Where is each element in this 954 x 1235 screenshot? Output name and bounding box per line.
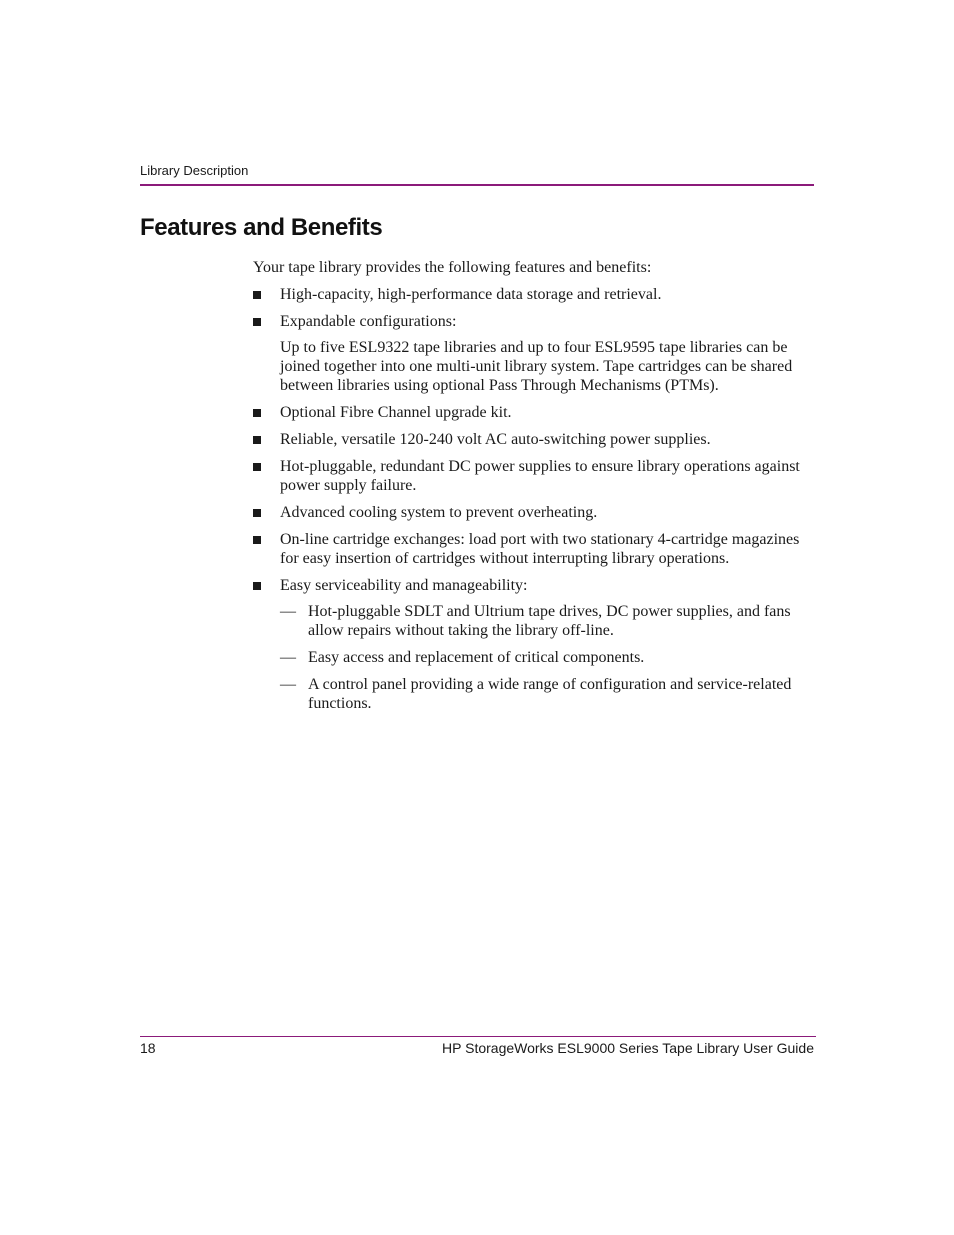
em-dash-icon: —: [280, 603, 296, 620]
list-item-detail: Up to five ESL9322 tape libraries and up to four ESL9595 tape libraries can be joined together into one multi-unit library system. Tape cartridges can be shared between libraries using optional Pass Through Mechanisms (PTMs).: [280, 339, 793, 394]
sub-list-item-text: Hot-pluggable SDLT and Ultrium tape drives, DC power supplies, and fans allow repairs without taking the library off-line.: [308, 603, 791, 639]
list-item: [253, 576, 813, 713]
list-item: [253, 503, 813, 522]
em-dash-icon: —: [280, 676, 296, 693]
header-rule: [140, 184, 814, 186]
list-item-text: Easy serviceability and manageability:: [280, 577, 528, 594]
section-body: [253, 258, 813, 721]
list-item-text: Reliable, versatile 120-240 volt AC auto-switching power supplies.: [280, 431, 711, 448]
square-bullet-icon: [253, 409, 261, 417]
book-title: HP StorageWorks ESL9000 Series Tape Library User Guide: [442, 1040, 814, 1056]
sub-list-item: [280, 648, 813, 667]
sub-list-item: [280, 602, 813, 640]
sub-list-item: [280, 675, 813, 713]
sub-list-item-text: Easy access and replacement of critical components.: [308, 649, 645, 666]
running-head: Library Description: [140, 163, 249, 178]
list-item-text: Optional Fibre Channel upgrade kit.: [280, 404, 512, 421]
list-item-text: Advanced cooling system to prevent overheating.: [280, 504, 598, 521]
square-bullet-icon: [253, 582, 261, 590]
square-bullet-icon: [253, 318, 261, 326]
section-title: Features and Benefits: [140, 214, 383, 241]
square-bullet-icon: [253, 436, 261, 444]
list-item: [253, 457, 813, 495]
list-item: [253, 285, 813, 304]
list-item-text: On-line cartridge exchanges: load port with two stationary 4-cartridge magazines for easy insertion of cartridges without interrupting library operations.: [280, 531, 800, 567]
feature-list: [253, 285, 813, 713]
square-bullet-icon: [253, 291, 261, 299]
list-item-text: High-capacity, high-performance data storage and retrieval.: [280, 286, 662, 303]
page-number: 18: [140, 1040, 156, 1056]
list-item-text: Expandable configurations:: [280, 313, 457, 330]
footer-rule: [140, 1036, 816, 1037]
list-item: [253, 430, 813, 449]
list-item-text: Hot-pluggable, redundant DC power supplies to ensure library operations against power supply failure.: [280, 458, 800, 494]
em-dash-icon: —: [280, 649, 296, 666]
square-bullet-icon: [253, 509, 261, 517]
list-item: [253, 312, 813, 395]
list-item: [253, 403, 813, 422]
square-bullet-icon: [253, 536, 261, 544]
list-item: [253, 530, 813, 568]
square-bullet-icon: [253, 463, 261, 471]
sub-list-item-text: A control panel providing a wide range of configuration and service-related functions.: [308, 676, 792, 712]
sub-list: [280, 602, 813, 713]
intro-paragraph: Your tape library provides the following features and benefits:: [253, 259, 652, 276]
